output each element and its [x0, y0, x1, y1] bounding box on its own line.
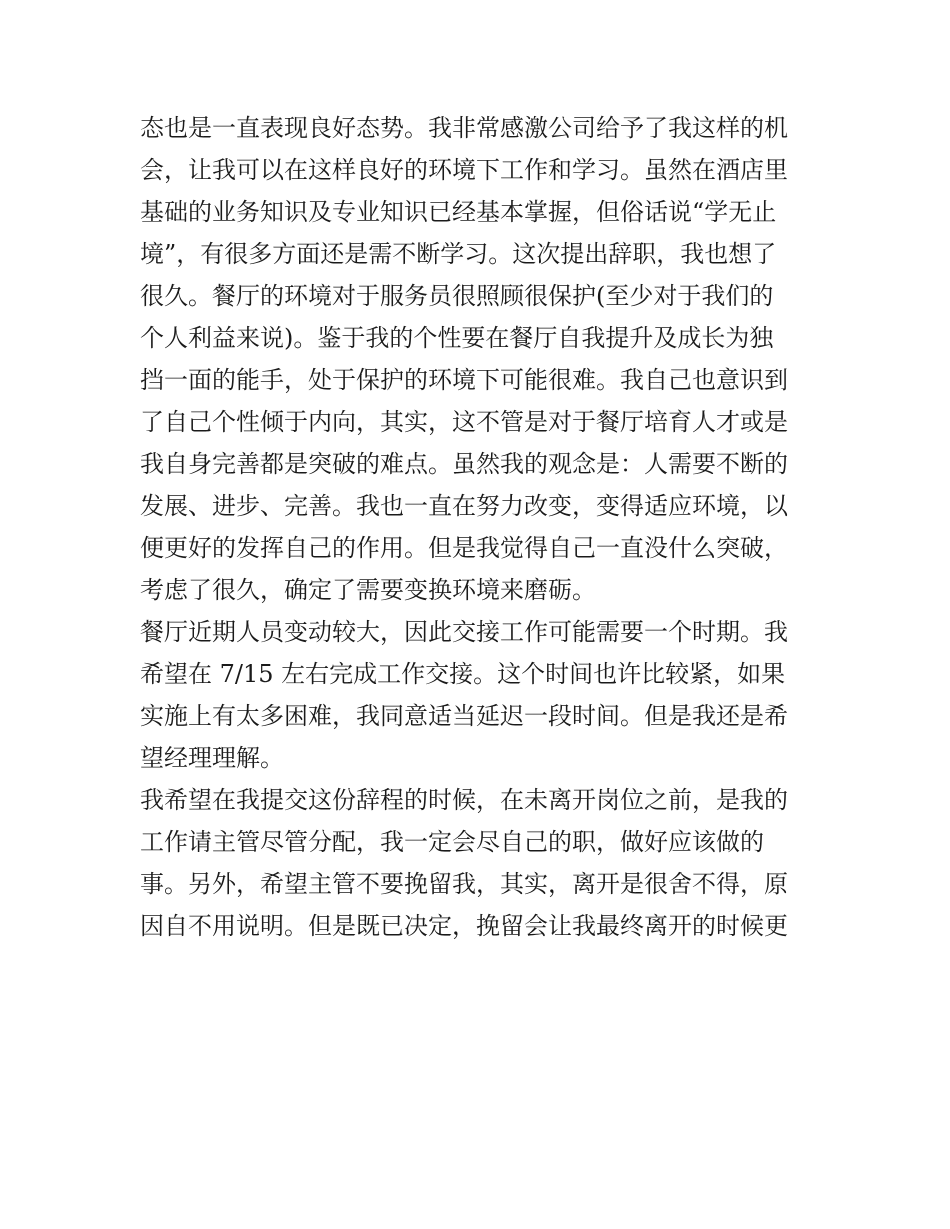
text-line: 工作请主管尽管分配，我一定会尽自己的职，做好应该做的: [140, 828, 764, 856]
text-line: 餐厅近期人员变动较大，因此交接工作可能需要一个时期。我: [140, 618, 788, 646]
text-line: 考虑了很久，确定了需要变换环境来磨砺。: [140, 576, 596, 604]
text-line: 基础的业务知识及专业知识已经基本掌握，但俗话说“学无止: [140, 198, 777, 226]
document-body: [140, 107, 820, 947]
text-line: 发展、进步、完善。我也一直在努力改变，变得适应环境，以: [140, 492, 788, 520]
text-line: 因自不用说明。但是既已决定，挽留会让我最终离开的时候更: [140, 912, 788, 940]
text-line: 希望在 7/15 左右完成工作交接。这个时间也许比较紧，如果: [140, 660, 786, 688]
text-line: 态也是一直表现良好态势。我非常感激公司给予了我这样的机: [140, 114, 788, 142]
text-line: 个人利益来说)。鉴于我的个性要在餐厅自我提升及成长为独: [140, 324, 774, 352]
text-line: 挡一面的能手，处于保护的环境下可能很难。我自己也意识到: [140, 366, 788, 394]
text-line: 我自身完善都是突破的难点。虽然我的观念是：人需要不断的: [140, 450, 788, 478]
text-line: 便更好的发挥自己的作用。但是我觉得自己一直没什么突破，: [140, 534, 788, 562]
text-line: 了自己个性倾于内向，其实，这不管是对于餐厅培育人才或是: [140, 408, 788, 436]
text-line: 实施上有太多困难，我同意适当延迟一段时间。但是我还是希: [140, 702, 788, 730]
text-line: 境”，有很多方面还是需不断学习。这次提出辞职，我也想了: [140, 240, 777, 268]
text-line: 事。另外，希望主管不要挽留我，其实，离开是很舍不得，原: [140, 870, 788, 898]
text-line: 我希望在我提交这份辞程的时候，在未离开岗位之前，是我的: [140, 786, 788, 814]
text-line: 很久。餐厅的环境对于服务员很照顾很保护(至少对于我们的: [140, 282, 774, 310]
text-line: 会，让我可以在这样良好的环境下工作和学习。虽然在酒店里: [140, 156, 788, 184]
text-line: 望经理理解。: [140, 744, 284, 772]
